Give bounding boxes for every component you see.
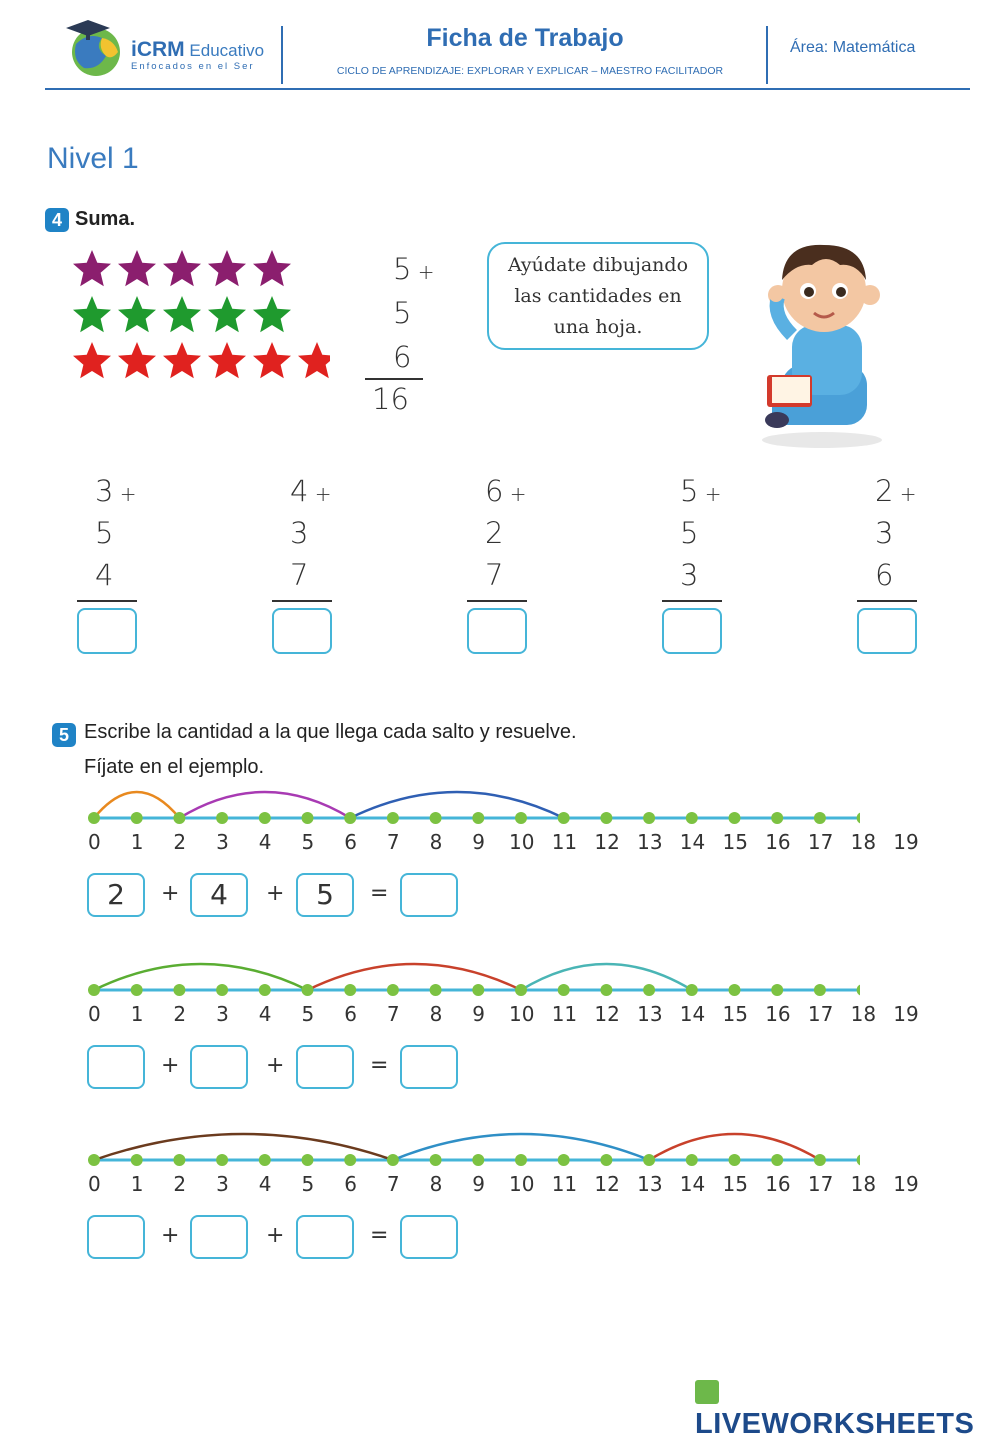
star-icon [118, 250, 156, 286]
tick-label: 19 [893, 830, 919, 854]
tick-label: 13 [637, 1172, 663, 1196]
bubble-line: las cantidades en [514, 285, 682, 307]
tick-label: 1 [130, 830, 144, 854]
tick-dot [729, 1154, 741, 1166]
tick-dot [814, 984, 826, 996]
tick-dot [302, 812, 314, 824]
total-box[interactable] [400, 1215, 458, 1259]
tick-dot [216, 812, 228, 824]
addend: 2 [485, 516, 504, 550]
tick-dot [600, 812, 612, 824]
tick-label: 7 [386, 1172, 400, 1196]
star-icon [118, 342, 156, 378]
tick-label: 12 [594, 1172, 620, 1196]
tick-dot [857, 1154, 860, 1166]
logo-brand: iCRM Educativo [131, 38, 265, 61]
exercise-title: Suma. [75, 208, 136, 230]
stars-group [70, 245, 330, 385]
tick-label: 15 [722, 1172, 748, 1196]
tick-label: 6 [344, 830, 357, 854]
tick-label: 4 [258, 1002, 272, 1026]
bubble-line: una hoja. [553, 316, 643, 338]
tick-label: 11 [551, 830, 578, 854]
exercise-number: 5 [52, 723, 76, 747]
addend: 6 + [485, 474, 527, 508]
tick-dot [643, 812, 655, 824]
tick-dot [771, 984, 783, 996]
addend: 2 + [875, 474, 917, 508]
tick-dot [771, 812, 783, 824]
star-icon [163, 250, 201, 286]
tick-label: 5 [301, 830, 315, 854]
tick-label: 6 [344, 1002, 357, 1026]
star-icon [208, 342, 246, 378]
answer-box[interactable] [662, 608, 722, 654]
tick-label: 19 [893, 1002, 919, 1026]
tick-label: 0 [88, 1002, 101, 1026]
jump-arc [94, 964, 308, 990]
tick-dot [173, 984, 185, 996]
tick-label: 1 [130, 1172, 144, 1196]
tick-dot [643, 1154, 655, 1166]
addend: 3 [290, 516, 309, 550]
tick-label: 14 [679, 830, 706, 854]
jump-arc [308, 964, 522, 990]
tick-dot [643, 984, 655, 996]
speech-bubble [487, 242, 709, 350]
example-addend: 5 + [393, 252, 435, 286]
star-icon [163, 296, 201, 332]
header-divider [766, 26, 768, 84]
exercise-instruction: Escribe la cantidad a la que llega cada salto y resuelve. [84, 721, 577, 743]
addend: 7 [290, 558, 309, 592]
tick-dot [558, 1154, 570, 1166]
tick-label: 9 [472, 1002, 486, 1026]
tick-label: 9 [472, 830, 486, 854]
tick-dot [216, 984, 228, 996]
tick-label: 16 [765, 1172, 791, 1196]
tick-dot [88, 984, 100, 996]
total-box[interactable] [400, 1045, 458, 1089]
example-result: 16 [372, 382, 409, 416]
tick-label: 2 [173, 1172, 187, 1196]
header-rule [45, 88, 970, 90]
tick-label: 17 [807, 830, 834, 854]
plus-sign: + [266, 1053, 285, 1078]
addend: 5 + [680, 474, 722, 508]
plus-sign: + [266, 1223, 285, 1248]
jump-box[interactable] [190, 1215, 248, 1259]
tick-dot [472, 812, 484, 824]
number-line [0, 930, 860, 1010]
tick-label: 9 [472, 1172, 486, 1196]
tick-label: 0 [88, 1172, 101, 1196]
jump-box[interactable] [296, 1215, 354, 1259]
tick-dot [344, 984, 356, 996]
tick-label: 5 [301, 1002, 315, 1026]
tick-dot [686, 984, 698, 996]
tick-label: 3 [216, 830, 229, 854]
plus-sign: + [161, 881, 180, 906]
tick-dot [302, 984, 314, 996]
tick-label: 3 [216, 1172, 229, 1196]
tick-dot [88, 812, 100, 824]
sum-line [77, 600, 137, 602]
jump-box[interactable] [87, 1045, 145, 1089]
tick-label: 13 [637, 830, 663, 854]
star-icon [73, 342, 111, 378]
tick-label: 18 [850, 1002, 877, 1026]
tick-label: 17 [807, 1002, 834, 1026]
tick-label: 11 [551, 1002, 578, 1026]
tick-label: 15 [722, 830, 748, 854]
answer-box[interactable] [77, 608, 137, 654]
page-subtitle: CICLO DE APRENDIZAJE: EXPLORAR Y EXPLICAR – MAESTRO FACILITADOR [336, 65, 724, 77]
equals-sign: = [370, 1053, 389, 1078]
star-icon [253, 296, 291, 332]
tick-label: 2 [173, 1002, 187, 1026]
tick-dot [600, 1154, 612, 1166]
tick-dot [430, 1154, 442, 1166]
tick-label: 11 [551, 1172, 578, 1196]
tick-label: 7 [386, 830, 400, 854]
star-icon [118, 296, 156, 332]
tick-label: 12 [594, 1002, 620, 1026]
total-box[interactable] [400, 873, 458, 917]
jump-box[interactable]: 4 [190, 873, 248, 917]
page-title: Ficha de Trabajo [426, 24, 624, 52]
star-icon [253, 250, 291, 286]
answer-box[interactable] [857, 608, 917, 654]
tick-label: 8 [429, 1172, 443, 1196]
tick-label: 13 [637, 1002, 663, 1026]
tick-label: 4 [258, 1172, 272, 1196]
jump-box[interactable] [190, 1045, 248, 1089]
globe-logo-icon [58, 14, 138, 84]
tick-label: 16 [765, 830, 791, 854]
tick-dot [173, 812, 185, 824]
bubble-line: Ayúdate dibujando [507, 254, 689, 276]
star-icon [73, 250, 111, 286]
answer-box[interactable] [272, 608, 332, 654]
tick-dot [472, 984, 484, 996]
tick-label: 10 [509, 1172, 535, 1196]
sum-line [272, 600, 332, 602]
jump-box[interactable] [296, 1045, 354, 1089]
jump-box[interactable]: 2 [87, 873, 145, 917]
tick-label: 19 [893, 1172, 919, 1196]
tick-label: 8 [429, 1002, 443, 1026]
plus-sign: + [161, 1053, 180, 1078]
addend: 7 [485, 558, 504, 592]
star-icon [298, 342, 330, 378]
tick-label: 14 [679, 1002, 706, 1026]
tick-dot [344, 1154, 356, 1166]
tick-label: 7 [386, 1002, 400, 1026]
tick-dot [430, 984, 442, 996]
sum-line [662, 600, 722, 602]
tick-dot [259, 1154, 271, 1166]
tick-label: 5 [301, 1172, 315, 1196]
tick-dot [387, 1154, 399, 1166]
addend: 3 [680, 558, 699, 592]
plus-sign: + [161, 1223, 180, 1248]
addend: 3 + [95, 474, 137, 508]
tick-dot [729, 812, 741, 824]
addend: 5 [680, 516, 699, 550]
tick-label: 10 [509, 1002, 535, 1026]
logo-tagline: Enfocados en el Ser [131, 61, 255, 72]
tick-dot [515, 984, 527, 996]
tick-label: 18 [850, 830, 877, 854]
tick-dot [515, 812, 527, 824]
header-divider [281, 26, 283, 84]
tick-label: 17 [807, 1172, 834, 1196]
number-line [0, 758, 860, 838]
tick-dot [131, 984, 143, 996]
tick-dot [131, 1154, 143, 1166]
tick-dot [131, 812, 143, 824]
tick-label: 0 [88, 830, 101, 854]
tick-dot [259, 812, 271, 824]
jump-arc [350, 792, 564, 818]
addend: 3 [875, 516, 894, 550]
tick-dot [771, 1154, 783, 1166]
tick-dot [558, 984, 570, 996]
tick-dot [857, 812, 860, 824]
exercise-instruction: Fíjate en el ejemplo. [84, 756, 265, 778]
number-line [0, 1100, 860, 1180]
example-addend: 6 [393, 340, 412, 374]
tick-label: 4 [258, 830, 272, 854]
tick-dot [857, 984, 860, 996]
addend: 4 + [290, 474, 332, 508]
tick-label: 10 [509, 830, 535, 854]
plus-sign: + [266, 881, 285, 906]
tick-dot [216, 1154, 228, 1166]
tick-dot [430, 812, 442, 824]
tick-label: 18 [850, 1172, 877, 1196]
tick-label: 16 [765, 1002, 791, 1026]
tick-dot [814, 812, 826, 824]
tick-dot [729, 984, 741, 996]
subject-area: Área: Matemática [790, 39, 916, 56]
tick-label: 1 [130, 1002, 144, 1026]
child-illustration [752, 225, 892, 450]
tick-dot [814, 1154, 826, 1166]
tick-dot [259, 984, 271, 996]
tick-label: 2 [173, 830, 187, 854]
tick-dot [387, 812, 399, 824]
tick-dot [558, 812, 570, 824]
liveworksheets-icon [695, 1380, 719, 1404]
tick-dot [387, 984, 399, 996]
tick-dot [173, 1154, 185, 1166]
exercise-number: 4 [45, 208, 69, 232]
star-icon [163, 342, 201, 378]
sum-line [857, 600, 917, 602]
tick-dot [472, 1154, 484, 1166]
tick-dot [88, 1154, 100, 1166]
tick-dot [515, 1154, 527, 1166]
tick-label: 6 [344, 1172, 357, 1196]
sum-line [467, 600, 527, 602]
tick-dot [686, 1154, 698, 1166]
tick-dot [344, 812, 356, 824]
tick-label: 3 [216, 1002, 229, 1026]
level-heading: Nivel 1 [47, 142, 139, 175]
equals-sign: = [370, 881, 389, 906]
star-icon [253, 342, 291, 378]
tick-dot [302, 1154, 314, 1166]
tick-label: 15 [722, 1002, 748, 1026]
star-icon [73, 296, 111, 332]
tick-label: 14 [679, 1172, 706, 1196]
tick-dot [686, 812, 698, 824]
jump-box[interactable] [87, 1215, 145, 1259]
tick-label: 8 [429, 830, 443, 854]
addend: 6 [875, 558, 894, 592]
addend: 5 [95, 516, 114, 550]
jump-box[interactable]: 5 [296, 873, 354, 917]
tick-dot [600, 984, 612, 996]
sum-line [365, 378, 423, 380]
star-icon [208, 250, 246, 286]
answer-box[interactable] [467, 608, 527, 654]
equals-sign: = [370, 1223, 389, 1248]
footer-brand: LIVEWORKSHEETS [695, 1375, 1000, 1441]
star-icon [208, 296, 246, 332]
example-addend: 5 [393, 296, 412, 330]
addend: 4 [95, 558, 114, 592]
tick-label: 12 [594, 830, 620, 854]
